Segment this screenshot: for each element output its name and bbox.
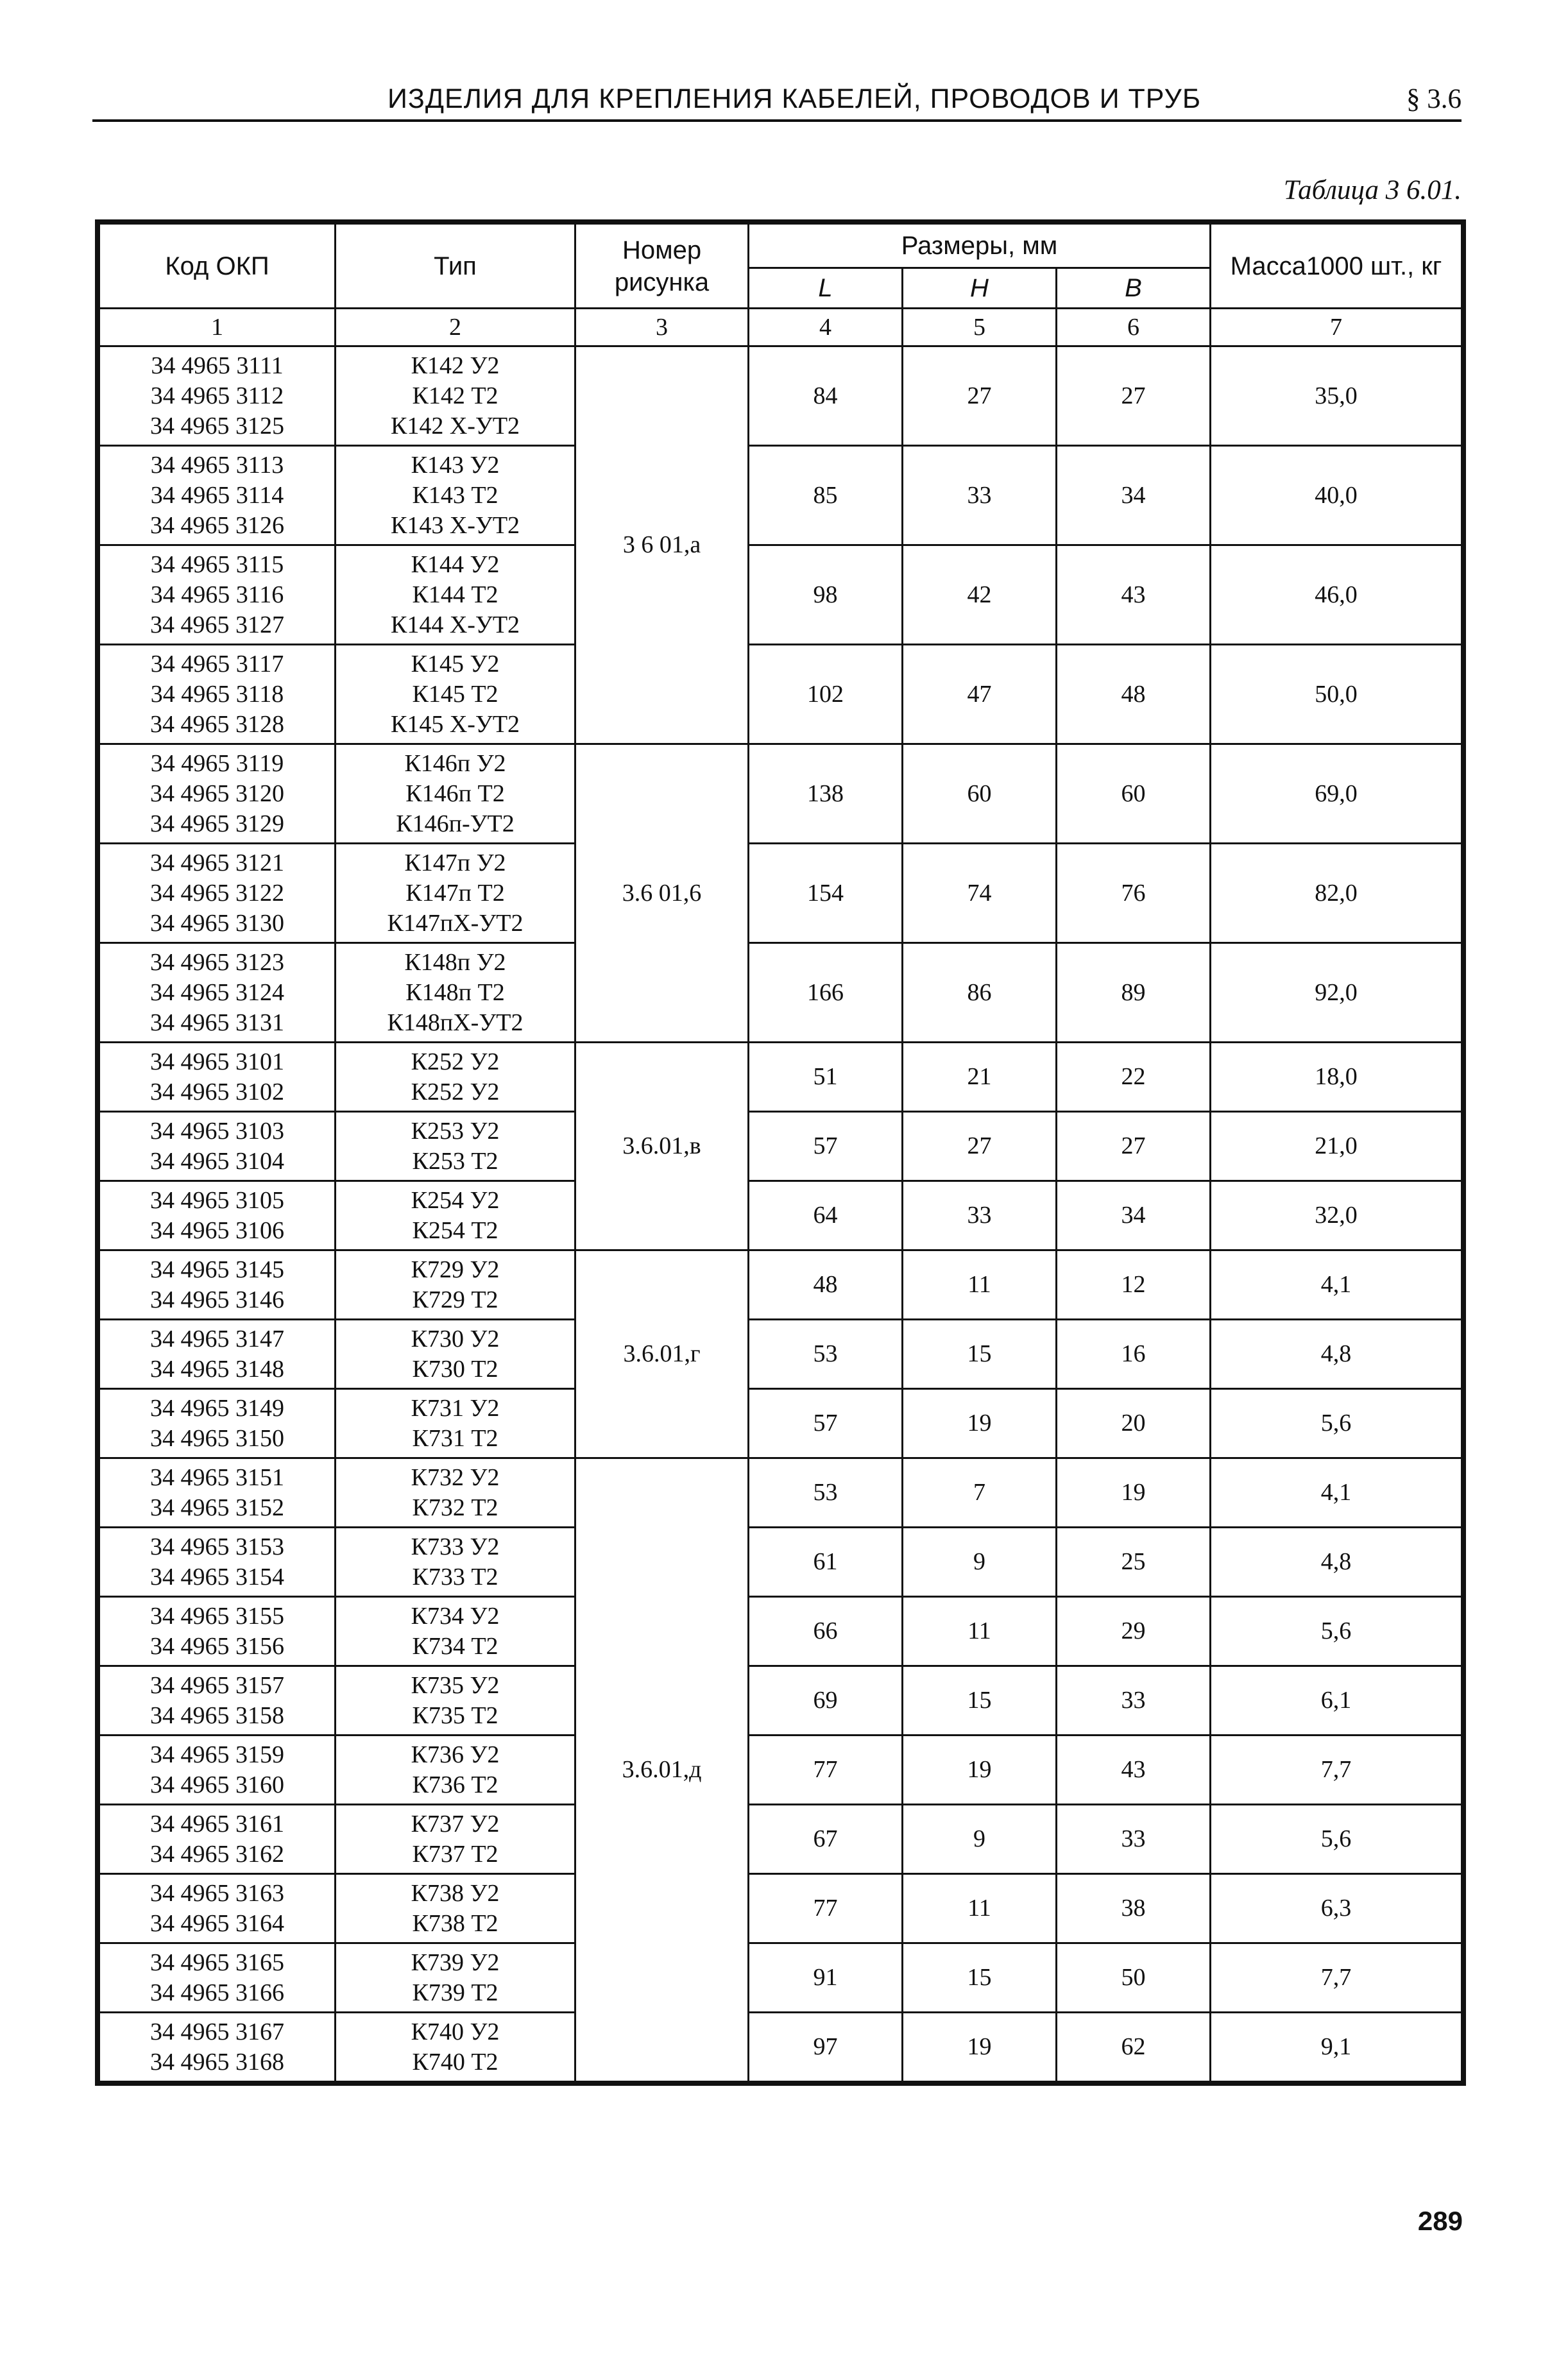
dim-b: 22 bbox=[1057, 1043, 1211, 1112]
dim-h: 33 bbox=[903, 446, 1057, 545]
okp-code: 34 4965 3145 34 4965 3146 bbox=[99, 1250, 336, 1320]
dim-b: 27 bbox=[1057, 1112, 1211, 1181]
dim-h: 19 bbox=[903, 1736, 1057, 1805]
table-row bbox=[99, 1250, 1462, 1320]
mass-cell: 35,0 bbox=[1211, 346, 1462, 446]
dim-b: 19 bbox=[1057, 1458, 1211, 1528]
dim-h: 74 bbox=[903, 844, 1057, 943]
dim-b: 62 bbox=[1057, 2013, 1211, 2082]
col-header-code: Код ОКП bbox=[99, 224, 336, 309]
table-caption: Таблица 3 6.01. bbox=[1283, 175, 1461, 205]
table-row bbox=[99, 943, 1462, 1043]
dim-b: 43 bbox=[1057, 1736, 1211, 1805]
type-cell: К733 У2 К733 Т2 bbox=[336, 1528, 575, 1597]
table-row bbox=[99, 446, 1462, 545]
type-cell: К737 У2 К737 Т2 bbox=[336, 1805, 575, 1874]
col-header-type: Тип bbox=[336, 224, 575, 309]
okp-code: 34 4965 3121 34 4965 3122 34 4965 3130 bbox=[99, 844, 336, 943]
okp-code: 34 4965 3111 34 4965 3112 34 4965 3125 bbox=[99, 346, 336, 446]
dim-l: 98 bbox=[749, 545, 903, 645]
type-cell: К729 У2 К729 Т2 bbox=[336, 1250, 575, 1320]
table-row bbox=[99, 1874, 1462, 1943]
table-row bbox=[99, 346, 1462, 446]
mass-cell: 46,0 bbox=[1211, 545, 1462, 645]
table-row bbox=[99, 744, 1462, 844]
figure-number: 3 6 01,а bbox=[575, 346, 749, 744]
type-cell: К146п У2 К146п Т2 К146п-УТ2 bbox=[336, 744, 575, 844]
dim-l: 102 bbox=[749, 645, 903, 744]
dim-b: 60 bbox=[1057, 744, 1211, 844]
okp-code: 34 4965 3153 34 4965 3154 bbox=[99, 1528, 336, 1597]
table-row bbox=[99, 1528, 1462, 1597]
mass-cell: 69,0 bbox=[1211, 744, 1462, 844]
okp-code: 34 4965 3159 34 4965 3160 bbox=[99, 1736, 336, 1805]
okp-code: 34 4965 3113 34 4965 3114 34 4965 3126 bbox=[99, 446, 336, 545]
dim-h: 47 bbox=[903, 645, 1057, 744]
col-header-b: B bbox=[1057, 268, 1211, 309]
dim-b: 12 bbox=[1057, 1250, 1211, 1320]
dim-h: 7 bbox=[903, 1458, 1057, 1528]
mass-cell: 5,6 bbox=[1211, 1389, 1462, 1458]
header-section: § 3.6 bbox=[1406, 84, 1461, 114]
dim-l: 53 bbox=[749, 1320, 903, 1389]
dim-b: 20 bbox=[1057, 1389, 1211, 1458]
dim-h: 27 bbox=[903, 1112, 1057, 1181]
dim-b: 48 bbox=[1057, 645, 1211, 744]
dim-b: 33 bbox=[1057, 1666, 1211, 1736]
mass-cell: 4,1 bbox=[1211, 1250, 1462, 1320]
col-number: 1 bbox=[99, 309, 336, 346]
mass-cell: 6,3 bbox=[1211, 1874, 1462, 1943]
type-cell: К740 У2 К740 Т2 bbox=[336, 2013, 575, 2082]
dim-b: 38 bbox=[1057, 1874, 1211, 1943]
type-cell: К253 У2 К253 Т2 bbox=[336, 1112, 575, 1181]
dim-h: 15 bbox=[903, 1666, 1057, 1736]
dim-h: 27 bbox=[903, 346, 1057, 446]
type-cell: К252 У2 К252 У2 bbox=[336, 1043, 575, 1112]
okp-code: 34 4965 3123 34 4965 3124 34 4965 3131 bbox=[99, 943, 336, 1043]
dim-h: 11 bbox=[903, 1250, 1057, 1320]
dim-l: 57 bbox=[749, 1389, 903, 1458]
dim-h: 42 bbox=[903, 545, 1057, 645]
okp-code: 34 4965 3101 34 4965 3102 bbox=[99, 1043, 336, 1112]
okp-code: 34 4965 3163 34 4965 3164 bbox=[99, 1874, 336, 1943]
figure-number: 3.6 01,6 bbox=[575, 744, 749, 1043]
dim-h: 60 bbox=[903, 744, 1057, 844]
okp-code: 34 4965 3155 34 4965 3156 bbox=[99, 1597, 336, 1666]
okp-code: 34 4965 3117 34 4965 3118 34 4965 3128 bbox=[99, 645, 336, 744]
type-cell: К736 У2 К736 Т2 bbox=[336, 1736, 575, 1805]
col-number: 6 bbox=[1057, 309, 1211, 346]
dim-h: 19 bbox=[903, 1389, 1057, 1458]
mass-cell: 32,0 bbox=[1211, 1181, 1462, 1250]
okp-code: 34 4965 3149 34 4965 3150 bbox=[99, 1389, 336, 1458]
dim-l: 57 bbox=[749, 1112, 903, 1181]
table-row bbox=[99, 1320, 1462, 1389]
dim-b: 76 bbox=[1057, 844, 1211, 943]
okp-code: 34 4965 3115 34 4965 3116 34 4965 3127 bbox=[99, 545, 336, 645]
mass-cell: 92,0 bbox=[1211, 943, 1462, 1043]
dim-h: 11 bbox=[903, 1597, 1057, 1666]
mass-cell: 5,6 bbox=[1211, 1805, 1462, 1874]
type-cell: К730 У2 К730 Т2 bbox=[336, 1320, 575, 1389]
dim-b: 16 bbox=[1057, 1320, 1211, 1389]
okp-code: 34 4965 3105 34 4965 3106 bbox=[99, 1181, 336, 1250]
table-row bbox=[99, 1043, 1462, 1112]
dim-l: 77 bbox=[749, 1874, 903, 1943]
type-cell: К148п У2 К148п Т2 К148пХ-УТ2 bbox=[336, 943, 575, 1043]
mass-cell: 40,0 bbox=[1211, 446, 1462, 545]
table-row bbox=[99, 1597, 1462, 1666]
dim-h: 9 bbox=[903, 1805, 1057, 1874]
dim-l: 77 bbox=[749, 1736, 903, 1805]
type-cell: К142 У2 К142 Т2 К142 Х-УТ2 bbox=[336, 346, 575, 446]
mass-cell: 9,1 bbox=[1211, 2013, 1462, 2082]
dim-h: 19 bbox=[903, 2013, 1057, 2082]
mass-cell: 4,1 bbox=[1211, 1458, 1462, 1528]
dim-l: 91 bbox=[749, 1943, 903, 2013]
dim-h: 33 bbox=[903, 1181, 1057, 1250]
dim-l: 69 bbox=[749, 1666, 903, 1736]
okp-code: 34 4965 3165 34 4965 3166 bbox=[99, 1943, 336, 2013]
dim-l: 64 bbox=[749, 1181, 903, 1250]
table-row bbox=[99, 844, 1462, 943]
dim-b: 25 bbox=[1057, 1528, 1211, 1597]
mass-cell: 50,0 bbox=[1211, 645, 1462, 744]
running-header bbox=[92, 83, 1461, 122]
dim-h: 15 bbox=[903, 1320, 1057, 1389]
type-cell: К738 У2 К738 Т2 bbox=[336, 1874, 575, 1943]
dim-b: 33 bbox=[1057, 1805, 1211, 1874]
dim-b: 27 bbox=[1057, 346, 1211, 446]
dim-h: 9 bbox=[903, 1528, 1057, 1597]
okp-table bbox=[98, 223, 1463, 2083]
mass-cell: 21,0 bbox=[1211, 1112, 1462, 1181]
type-cell: К147п У2 К147п Т2 К147пХ-УТ2 bbox=[336, 844, 575, 943]
col-header-l: L bbox=[749, 268, 903, 309]
type-cell: К731 У2 К731 Т2 bbox=[336, 1389, 575, 1458]
col-number: 3 bbox=[575, 309, 749, 346]
table-row bbox=[99, 645, 1462, 744]
dim-l: 84 bbox=[749, 346, 903, 446]
col-number: 5 bbox=[903, 309, 1057, 346]
type-cell: К732 У2 К732 Т2 bbox=[336, 1458, 575, 1528]
table-row bbox=[99, 1805, 1462, 1874]
mass-cell: 7,7 bbox=[1211, 1943, 1462, 2013]
dim-b: 34 bbox=[1057, 446, 1211, 545]
type-cell: К734 У2 К734 Т2 bbox=[336, 1597, 575, 1666]
type-cell: К254 У2 К254 Т2 bbox=[336, 1181, 575, 1250]
dim-l: 48 bbox=[749, 1250, 903, 1320]
table-row bbox=[99, 2013, 1462, 2082]
header-title: ИЗДЕЛИЯ ДЛЯ КРЕПЛЕНИЯ КАБЕЛЕЙ, ПРОВОДОВ И ТРУБ bbox=[388, 83, 1202, 114]
dim-l: 61 bbox=[749, 1528, 903, 1597]
dim-h: 21 bbox=[903, 1043, 1057, 1112]
figure-number: 3.6.01,д bbox=[575, 1458, 749, 2082]
dim-l: 97 bbox=[749, 2013, 903, 2082]
dim-h: 86 bbox=[903, 943, 1057, 1043]
okp-code: 34 4965 3119 34 4965 3120 34 4965 3129 bbox=[99, 744, 336, 844]
page-number: 289 bbox=[1417, 2206, 1463, 2236]
mass-cell: 7,7 bbox=[1211, 1736, 1462, 1805]
okp-code: 34 4965 3103 34 4965 3104 bbox=[99, 1112, 336, 1181]
dim-l: 51 bbox=[749, 1043, 903, 1112]
mass-cell: 4,8 bbox=[1211, 1320, 1462, 1389]
mass-cell: 6,1 bbox=[1211, 1666, 1462, 1736]
okp-code: 34 4965 3161 34 4965 3162 bbox=[99, 1805, 336, 1874]
mass-cell: 18,0 bbox=[1211, 1043, 1462, 1112]
dim-b: 43 bbox=[1057, 545, 1211, 645]
dim-b: 50 bbox=[1057, 1943, 1211, 2013]
type-cell: К739 У2 К739 Т2 bbox=[336, 1943, 575, 2013]
dim-h: 11 bbox=[903, 1874, 1057, 1943]
type-cell: К143 У2 К143 Т2 К143 Х-УТ2 bbox=[336, 446, 575, 545]
dim-l: 67 bbox=[749, 1805, 903, 1874]
col-number: 2 bbox=[336, 309, 575, 346]
mass-cell: 4,8 bbox=[1211, 1528, 1462, 1597]
col-header-dims: Размеры, мм bbox=[749, 224, 1211, 268]
col-number: 7 bbox=[1211, 309, 1462, 346]
table-row bbox=[99, 1458, 1462, 1528]
figure-number: 3.6.01,г bbox=[575, 1250, 749, 1458]
table-row bbox=[99, 1943, 1462, 2013]
mass-cell: 82,0 bbox=[1211, 844, 1462, 943]
dim-l: 166 bbox=[749, 943, 903, 1043]
dim-l: 138 bbox=[749, 744, 903, 844]
table-row bbox=[99, 1181, 1462, 1250]
table-row bbox=[99, 1736, 1462, 1805]
col-header-figure: Номер рисунка bbox=[575, 224, 749, 309]
dim-h: 15 bbox=[903, 1943, 1057, 2013]
table-frame bbox=[95, 219, 1466, 2086]
figure-number: 3.6.01,в bbox=[575, 1043, 749, 1250]
mass-cell: 5,6 bbox=[1211, 1597, 1462, 1666]
dim-l: 154 bbox=[749, 844, 903, 943]
okp-code: 34 4965 3157 34 4965 3158 bbox=[99, 1666, 336, 1736]
table-row bbox=[99, 1389, 1462, 1458]
col-header-mass: Масса1000 шт., кг bbox=[1211, 224, 1462, 309]
dim-b: 29 bbox=[1057, 1597, 1211, 1666]
dim-l: 66 bbox=[749, 1597, 903, 1666]
type-cell: К735 У2 К735 Т2 bbox=[336, 1666, 575, 1736]
dim-b: 34 bbox=[1057, 1181, 1211, 1250]
okp-code: 34 4965 3151 34 4965 3152 bbox=[99, 1458, 336, 1528]
okp-code: 34 4965 3167 34 4965 3168 bbox=[99, 2013, 336, 2082]
table-row bbox=[99, 1666, 1462, 1736]
table-row bbox=[99, 545, 1462, 645]
dim-l: 85 bbox=[749, 446, 903, 545]
col-number: 4 bbox=[749, 309, 903, 346]
col-header-h: H bbox=[903, 268, 1057, 309]
type-cell: К145 У2 К145 Т2 К145 Х-УТ2 bbox=[336, 645, 575, 744]
dim-l: 53 bbox=[749, 1458, 903, 1528]
dim-b: 89 bbox=[1057, 943, 1211, 1043]
type-cell: К144 У2 К144 Т2 К144 Х-УТ2 bbox=[336, 545, 575, 645]
table-row bbox=[99, 1112, 1462, 1181]
okp-code: 34 4965 3147 34 4965 3148 bbox=[99, 1320, 336, 1389]
